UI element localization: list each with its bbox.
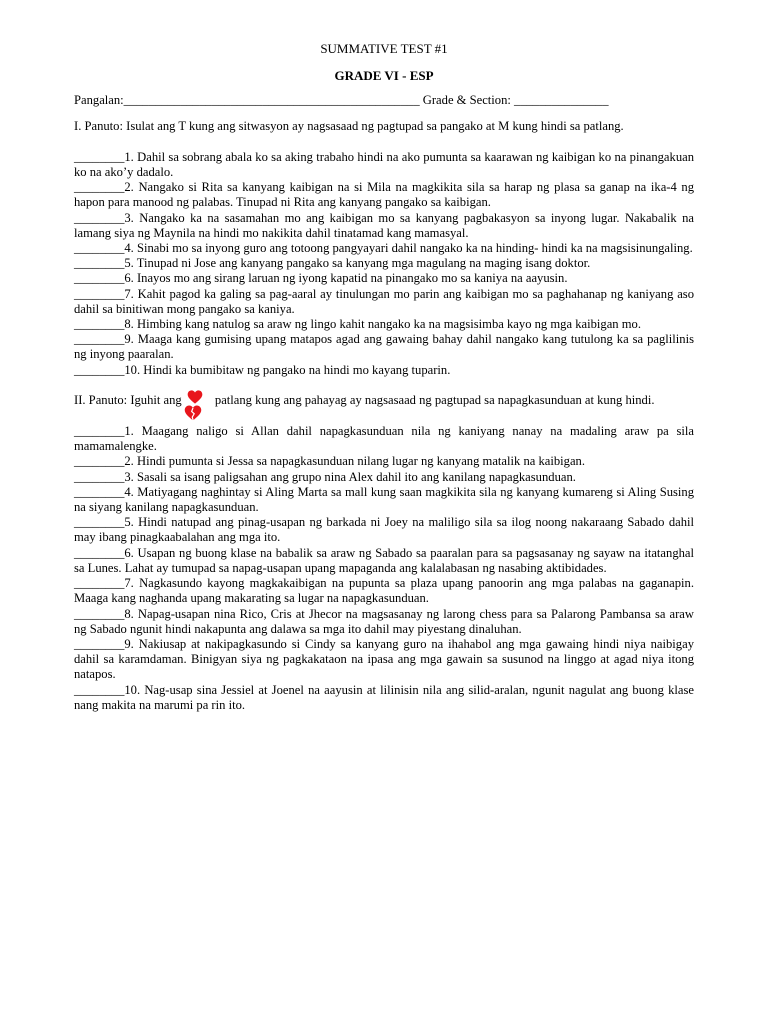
heart-icons — [185, 393, 215, 408]
heart-icon — [187, 389, 203, 405]
document-body — [74, 41, 694, 713]
part2-item-5: ________5. Hindi natupad ang pinag-usapan ng barkada ni Joey na maliligo sila sa ilog noong nakaraang Sabado dahil may ibang pinagkaabalahan ang mga ito. — [74, 515, 694, 545]
test-title: SUMMATIVE TEST #1 — [320, 41, 448, 56]
name-section-line: Pangalan:_______________________________________________ Grade & Section: _______________ — [74, 93, 609, 108]
part2-items — [74, 424, 694, 713]
part2-instruction-start: II. Panuto: Iguhit ang — [74, 392, 182, 407]
part1-item-5: ________5. Tinupad ni Jose ang kanyang pangako sa kanyang mga magulang na maging isang doktor. — [74, 256, 591, 271]
part2-item-3: ________3. Sasali sa isang paligsahan ang grupo nina Alex dahil ito ang kanilang napagkasunduan. — [74, 469, 576, 484]
part2-item-10: ________10. Nag-usap sina Jessiel at Joenel na aayusin at lilinisin nila ang silid-aralan, ngunit nagulat ang buong klase nang makita na marumi pa rin ito. — [74, 682, 694, 712]
part2-instruction — [74, 393, 694, 408]
part2-item-6: ________6. Usapan ng buong klase na babalik sa araw ng Sabado sa paaralan para sa pagsasanay ng sayaw na itatanghal sa Lunes. Lahat ay tumupad sa napag-usapan upang mapaganda ang kalalabasan ng nasabing aktibidades. — [74, 545, 694, 575]
part2-item-9: ________9. Nakiusap at nakipagkasundo si Cindy sa kanyang guro na ihahabol ang mga gawaing hindi niya naibigay dahil sa karamdaman. Binigyan siya ng pagkakataon na ipasa ang mga gawain sa susunod na linggo at agad niya itong natapos. — [74, 636, 694, 682]
part2-item-1: ________1. Maagang naligo si Allan dahil napagkasunduan nila ng kaniyang nanay na madaling araw pa sila mamamalengke. — [74, 424, 694, 454]
part1-item-4: ________4. Sinabi mo sa inyong guro ang totoong pangyayari dahil nangako ka na hinding- hindi ka na magsisinungaling. — [74, 241, 693, 256]
part1-item-1: ________1. Dahil sa sobrang abala ko sa aking trabaho hindi na ako pumunta sa kaarawan ng kaibigan ko na pinangakuan ko na ako’y dadalo. — [74, 149, 694, 180]
part1-item-7: ________7. Kahit pagod ka galing sa pag-aaral ay tinulungan mo parin ang kaibigan mo sa paghahanap ng kaniyang aso dahil sa binitiwan mong pangako sa kaniya. — [74, 286, 694, 316]
part2-item-7: ________7. Nagkasundo kayong magkakaibigan na pupunta sa plaza upang panoorin ang mga palabas na gaganapin. Maaga kang naghanda upang makarating sa lugar na napagkasunduan. — [74, 576, 694, 606]
part1-instruction: I. Panuto: Isulat ang T kung ang sitwasyon ay nagsasaad ng pagtupad sa pangako at M kung hindi sa patlang. — [74, 118, 624, 133]
part1-item-3: ________3. Nangako ka na sasamahan mo ang kaibigan mo sa kanyang pagbakasyon sa inyong lugar. Nakabalik na lamang siya ng Maynila na hindi mo nakikita dahil tinatamad kang mamasyal. — [74, 210, 694, 240]
part2-item-4: ________4. Matiyagang naghintay si Aling Marta sa mall kung saan magkikita sila ng kanyang kumareng si Aling Susing na siyang kanilang napagkasunduan. — [74, 484, 694, 515]
part1-item-8: ________8. Himbing kang natulog sa araw ng lingo kahit nangako ka na magsisimba kayo ng mga kaibigan mo. — [74, 317, 641, 332]
broken-heart-icon — [184, 404, 202, 422]
part1-item-9: ________9. Maaga kang gumising upang matapos agad ang gawaing bahay dahil nangako kang tutulong ka sa paglilinis ng inyong paaralan. — [74, 332, 694, 362]
part1-item-6: ________6. Inayos mo ang sirang laruan ng iyong kapatid na pinangako mo sa kaniya na aayusin. — [74, 271, 568, 286]
grade-subject: GRADE VI - ESP — [334, 68, 434, 84]
part1-item-10: ________10. Hindi ka bumibitaw ng pangako na hindi mo kayang tuparin. — [74, 362, 451, 377]
part2-item-2: ________2. Hindi pumunta si Jessa sa napagkasunduan nilang lugar ng kanyang matalik na kaibigan. — [74, 454, 585, 469]
part1-item-2: ________2. Nangako si Rita sa kanyang kaibigan na si Mila na magkikita sila sa harap ng plasa sa ganap na ika-4 ng hapon para manood ng palabas. Tinupad ni Rita ang kanyang pangako sa kaibigan. — [74, 180, 694, 210]
part2-instruction-end: patlang kung ang pahayag ay nagsasaad ng pagtupad sa napagkasunduan at kung hindi. — [214, 392, 655, 407]
part2-item-8: ________8. Napag-usapan nina Rico, Cris at Jhecor na magsasanay ng larong chess para sa Palarong Pambansa sa araw ng Sabado ngunit hindi nakapunta ang dalawa sa mga ito dahil may piyestang dinaluhan. — [74, 606, 694, 636]
part1-items — [74, 150, 694, 378]
